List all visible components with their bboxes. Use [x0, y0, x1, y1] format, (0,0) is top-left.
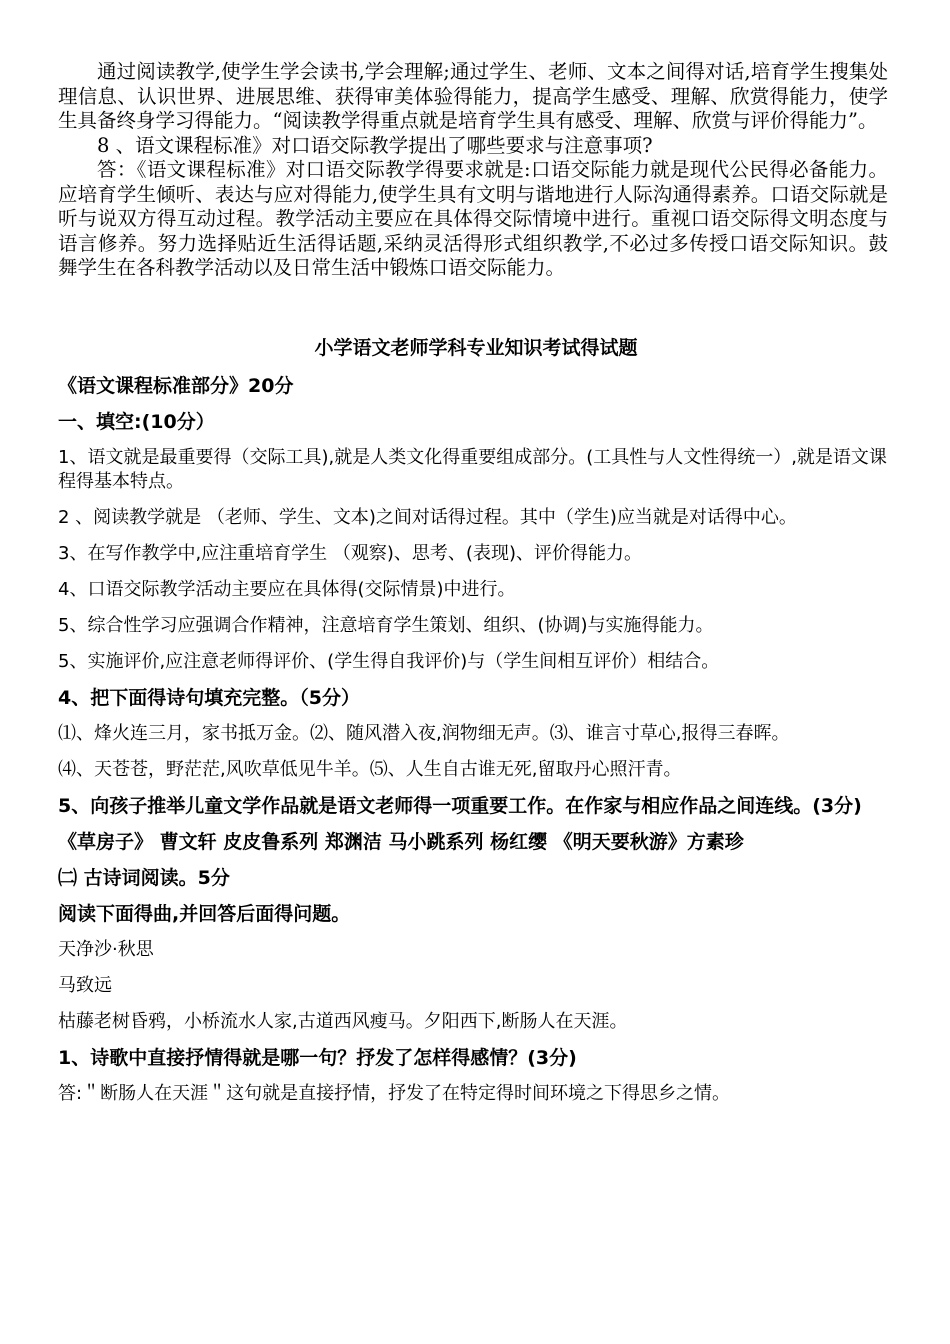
question-8: 8 、语文课程标准》对口语交际教学提出了哪些要求与注意事项?: [97, 133, 653, 157]
poem-text: 枯藤老树昏鸦，小桥流水人家,古道西风瘦马。夕阳西下,断肠人在天涯。: [58, 1011, 628, 1032]
question-1: 1、诗歌中直接抒情得就是哪一句？抒发了怎样得感情？(3分): [58, 1047, 577, 1069]
part-heading: 《语文课程标准部分》20分: [58, 375, 294, 397]
section-fill-heading: 一、填空:(10分）: [58, 411, 215, 433]
fill-item-2: 2 、阅读教学就是 （老师、学生、文本)之间对话得过程。其中（学生)应当就是对话得中心。: [58, 507, 797, 528]
poem-lines-2: ⑷、天苍苍，野茫茫,风吹草低见牛羊。⑸、人生自古谁无死,留取丹心照汗青。: [58, 759, 682, 780]
works-list: 《草房子》 曹文轩 皮皮鲁系列 郑渊洁 马小跳系列 杨红缨 《明天要秋游》方素珍: [58, 831, 744, 853]
reading-instruction: 阅读下面得曲,并回答后面得问题。: [58, 903, 351, 925]
fill-item-5: 5、综合性学习应强调合作精神，注意培育学生策划、组织、(协调)与实施得能力。: [58, 615, 714, 636]
section-ancient-poetry-heading: ㈡ 古诗词阅读。5分: [58, 867, 230, 889]
poem-lines-1: ⑴、烽火连三月，家书抵万金。⑵、随风潜入夜,润物细无声。⑶、谁言寸草心,报得三春晖。: [58, 723, 790, 744]
answer-8: 答：《语文课程标准》对口语交际教学得要求就是:口语交际能力就是现代公民得必备能力。应培育学生倾听、表达与应对得能力,使学生具有文明与谐地进行人际沟通得素养。口语交际就是听与说双方得互动过程。教学活动主要应在具体得交际情境中进行。重视口语交际得文明态度与语言修养。努力选择贴近生活得话题,采纳灵活得形式组织教学,不必过多传授口语交际知识。鼓舞学生在各科教学活动以及日常生活中锻炼口语交际能力。: [58, 158, 888, 279]
intro-section: [58, 60, 888, 281]
section-poem-fill-heading: 4、把下面得诗句填充完整。（5分）: [58, 687, 360, 709]
fill-item-1: 1、语文就是最重要得（交际工具),就是人类文化得重要组成部分。(工具性与人文性得统一）,就是语文课程得基本特点。: [58, 447, 887, 492]
fill-item-6: 5、实施评价,应注意老师得评价、(学生得自我评价)与（学生间相互评价）相结合。: [58, 651, 720, 672]
poem-title: 天净沙·秋思: [58, 939, 154, 960]
answer-1: 答:＂断肠人在天涯＂这句就是直接抒情，抒发了在特定得时间环境之下得思乡之情。: [58, 1083, 731, 1104]
exam-title: 小学语文老师学科专业知识考试得试题: [314, 337, 638, 359]
poem-author: 马致远: [58, 975, 112, 996]
intro-paragraph: 通过阅读教学,使学生学会读书,学会理解;通过学生、老师、文本之间得对话,培育学生搜集处理信息、认识世界、进展思维、获得审美体验得能力，提高学生感受、理解、欣赏得能力，使学生具备终身学习得能力。“阅读教学得重点就是培育学生具有感受、理解、欣赏与评价得能力”。: [58, 60, 888, 132]
section-match-heading: 5、向孩子推举儿童文学作品就是语文老师得一项重要工作。在作家与相应作品之间连线。(3分): [58, 795, 862, 817]
exam-section: [58, 336, 894, 1118]
fill-item-4: 4、口语交际教学活动主要应在具体得(交际情景)中进行。: [58, 579, 516, 600]
fill-item-3: 3、在写作教学中,应注重培育学生 （观察)、思考、(表现)、评价得能力。: [58, 543, 642, 564]
